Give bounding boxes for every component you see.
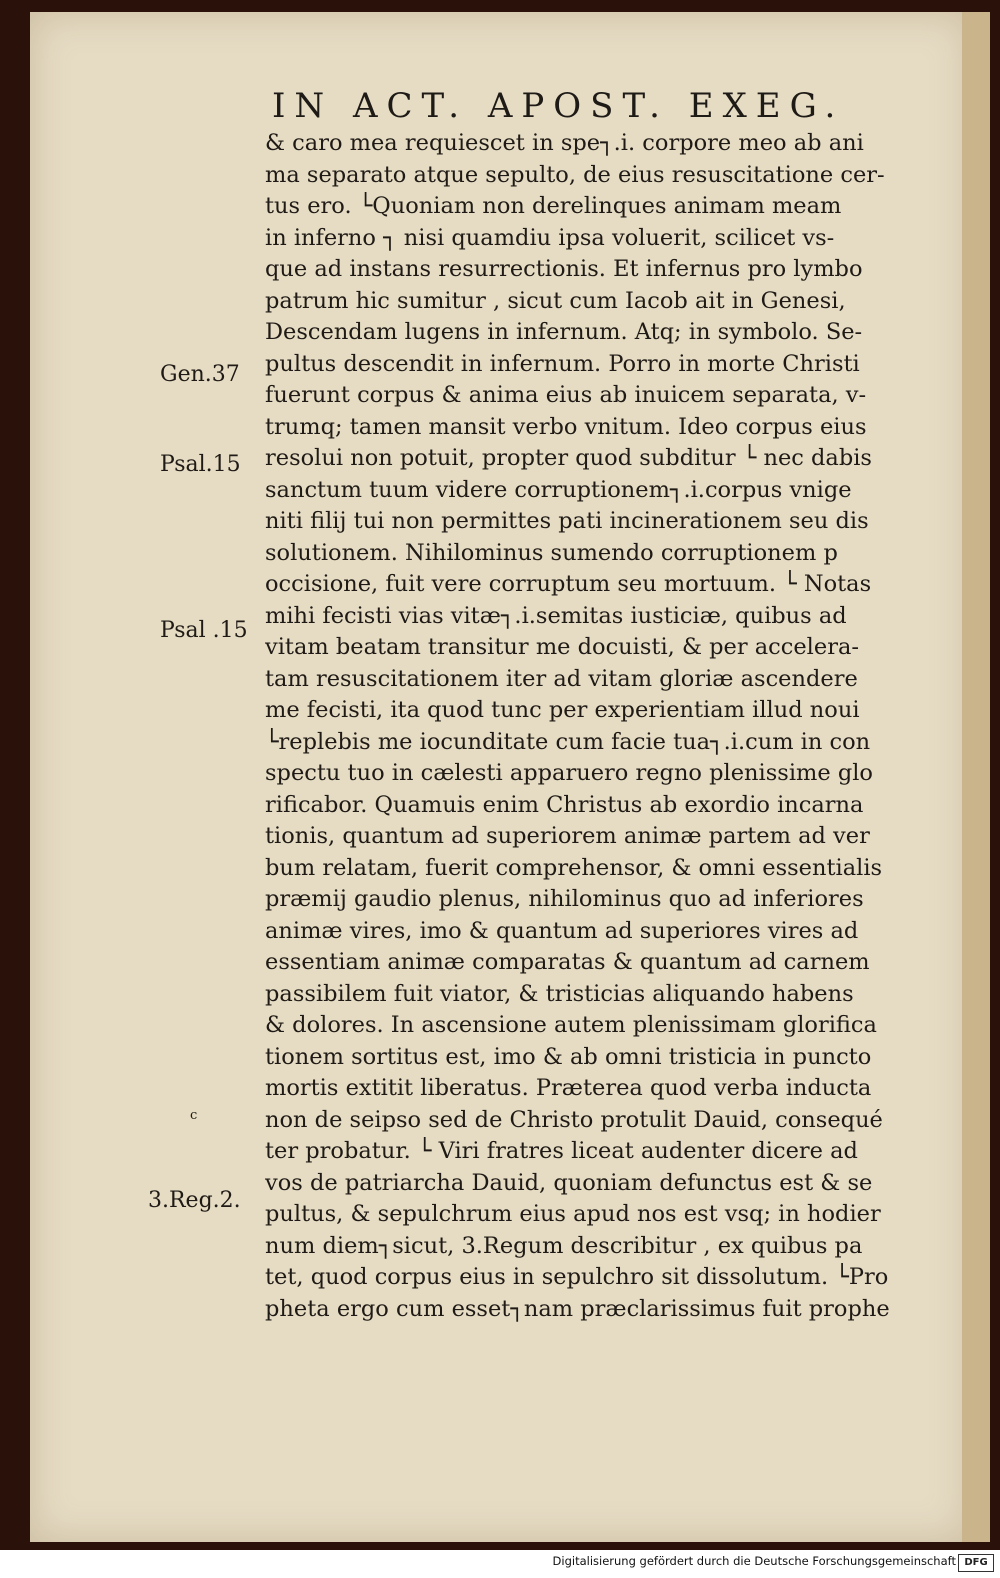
text-line: animæ vires, imo & quantum ad superiores vires ad (265, 917, 859, 944)
text-line: fuerunt corpus & anima eius ab inuicem separata, v- (265, 382, 867, 408)
text-line: non de seipso sed de Christo protulit Dauid, consequé (265, 1106, 883, 1133)
text-line: tus ero. └Quoniam non derelinques animam meam (265, 193, 842, 219)
text-line: trumq; tamen mansit verbo vnitum. Ideo corpus eius (265, 413, 867, 440)
text-line: solutionem. Nihilominus sumendo corruptionem p (265, 539, 838, 566)
text-line: mortis extitit liberatus. Præterea quod verba inducta (265, 1075, 872, 1101)
text-line: ter probatur. └ Viri fratres liceat audenter dicere ad (265, 1138, 858, 1164)
text-line: pheta ergo cum esset┐nam præclarissimus fuit prophe (265, 1295, 890, 1322)
text-line: præmij gaudio plenus, nihilominus quo ad inferiores (265, 886, 864, 912)
text-line: pultus descendit in infernum. Porro in morte Christi (265, 350, 860, 377)
text-line: num diem┐sicut, 3.Regum describitur , ex quibus pa (265, 1232, 863, 1259)
text-line: niti filij tui non permittes pati incinerationem seu dis (265, 508, 869, 534)
text-line: essentiam animæ comparatas & quantum ad carnem (265, 949, 870, 975)
body-text (265, 128, 955, 1325)
margin-note-reg: 3.Reg.2. (148, 1188, 241, 1213)
text-line: bum relatam, fuerit comprehensor, & omni essentialis (265, 854, 883, 881)
text-line: in inferno ┐ nisi quamdiu ipsa voluerit, scilicet vs- (265, 224, 835, 251)
text-line: tionis, quantum ad superiorem animæ partem ad ver (265, 823, 870, 849)
margin-note-psal-2: Psal .15 (160, 618, 248, 643)
margin-mark: c (190, 1108, 198, 1123)
text-line: └replebis me iocunditate cum facie tua┐.i.cum in con (265, 728, 871, 755)
text-line: & dolores. In ascensione autem plenissimam glorifica (265, 1012, 877, 1038)
footer-credit: Digitalisierung gefördert durch die Deutsche Forschungsgemeinschaft (552, 1554, 956, 1568)
text-line: que ad instans resurrectionis. Et infernus pro lymbo (265, 256, 863, 282)
text-line: & caro mea requiescet in spe┐.i. corpore meo ab ani (265, 130, 864, 156)
margin-note-gen: Gen.37 (160, 362, 240, 387)
text-line: rificabor. Quamuis enim Christus ab exordio incarna (265, 791, 864, 818)
text-line: passibilem fuit viator, & tristicias aliquando habens (265, 980, 854, 1007)
text-line: patrum hic sumitur , sicut cum Iacob ait in Genesi, (265, 287, 846, 314)
text-line: me fecisti, ita quod tunc per experientiam illud noui (265, 697, 860, 723)
text-line: occisione, fuit vere corruptum seu mortuum. └ Notas (265, 571, 872, 597)
text-line: resolui non potuit, propter quod subditur └ nec dabis (265, 445, 872, 471)
text-line: vitam beatam transitur me docuisti, & per accelera- (265, 634, 859, 660)
margin-note-psal-1: Psal.15 (160, 452, 241, 477)
text-line: mihi fecisti vias vitæ┐.i.semitas iusticiæ, quibus ad (265, 602, 847, 629)
dfg-logo: DFG (958, 1554, 994, 1572)
text-line: Descendam lugens in infernum. Atq; in symbolo. Se- (265, 319, 863, 345)
page-edge (962, 12, 990, 1542)
text-line: tionem sortitus est, imo & ab omni tristicia in puncto (265, 1043, 872, 1070)
text-line: spectu tuo in cælesti apparuero regno plenissime glo (265, 760, 873, 786)
text-line: pultus, & sepulchrum eius apud nos est vsq; in hodier (265, 1201, 881, 1227)
running-header: IN ACT. APOST. EXEG. (272, 86, 845, 126)
text-line: vos de patriarcha Dauid, quoniam defunctus est & se (265, 1169, 873, 1196)
text-line: tet, quod corpus eius in sepulchro sit dissolutum. └Pro (265, 1264, 889, 1290)
text-line: ma separato atque sepulto, de eius resuscitatione cer- (265, 161, 885, 188)
text-line: tam resuscitationem iter ad vitam gloriæ ascendere (265, 665, 858, 692)
text-line: sanctum tuum videre corruptionem┐.i.corpus vnige (265, 476, 852, 503)
